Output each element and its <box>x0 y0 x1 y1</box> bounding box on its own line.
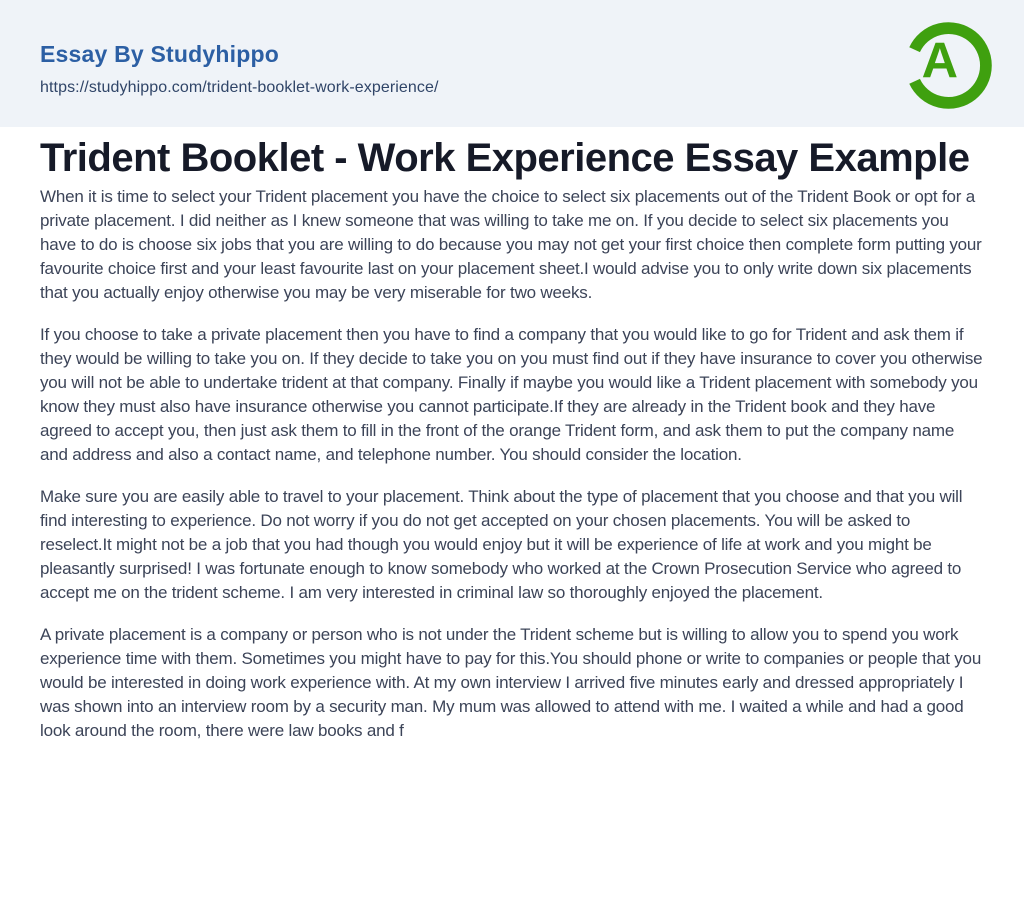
page-url: https://studyhippo.com/trident-booklet-work-experience/ <box>40 79 439 96</box>
site-title: Essay By Studyhippo <box>40 41 279 67</box>
essay-paragraph-1: When it is time to select your Trident placement you have the choice to select six placements out of the Trident Book or opt for a private placement. I did neither as I knew someone that was willing to take me on. If you decide to select six placements you have to do is choose six jobs that you are willing to do because you may not get your first choice then complete form putting your favourite choice first and your least favourite last on your placement sheet.I would advise you to only write down six placements that you actually enjoy otherwise you may be very miserable for two weeks. <box>40 187 982 302</box>
essay-paragraph-4: A private placement is a company or person who is not under the Trident scheme but is willing to allow you to spend you work experience time with them. Sometimes you might have to pay for this.You should phone or write to companies or people that you would be interested in doing work experience with. At my own interview I arrived five minutes early and dressed appropriately I was shown into an interview room by a security man. My mum was allowed to attend with me. I waited a while and had a good look around the room, there were law books and f <box>40 625 982 740</box>
essay-title: Trident Booklet - Work Experience Essay Example <box>40 136 970 180</box>
studyhippo-logo-icon <box>905 22 992 109</box>
logo-letter: A <box>921 31 959 89</box>
logo-ring-icon <box>905 22 992 109</box>
essay-paragraph-3: Make sure you are easily able to travel to your placement. Think about the type of placement that you choose and that you will find interesting to experience. Do not worry if you do not get accepted on your chosen placements. You will be asked to reselect.It might not be a job that you had though you would enjoy but it will be experience of life at work and you might be pleasantly surprised! I was fortunate enough to know somebody who worked at the Crown Prosecution Service who agreed to accept me on the trident scheme. I am very interested in criminal law so thoroughly enjoyed the placement. <box>40 487 963 602</box>
page-header <box>0 0 1024 127</box>
essay-paragraph-2: If you choose to take a private placement then you have to find a company that you would like to go for Trident and ask them if they would be willing to take you on. If they decide to take you on you must find out if they have insurance to cover you otherwise you will not be able to undertake trident at that company. Finally if maybe you would like a Trident placement with somebody you know they must also have insurance otherwise you cannot participate.If they are already in the Trident book and they have agreed to accept you, then just ask them to fill in the front of the orange Trident form, and ask them to put the company name and address and also a contact name, and telephone number. You should consider the location. <box>40 325 983 464</box>
essay-content <box>0 137 1024 743</box>
